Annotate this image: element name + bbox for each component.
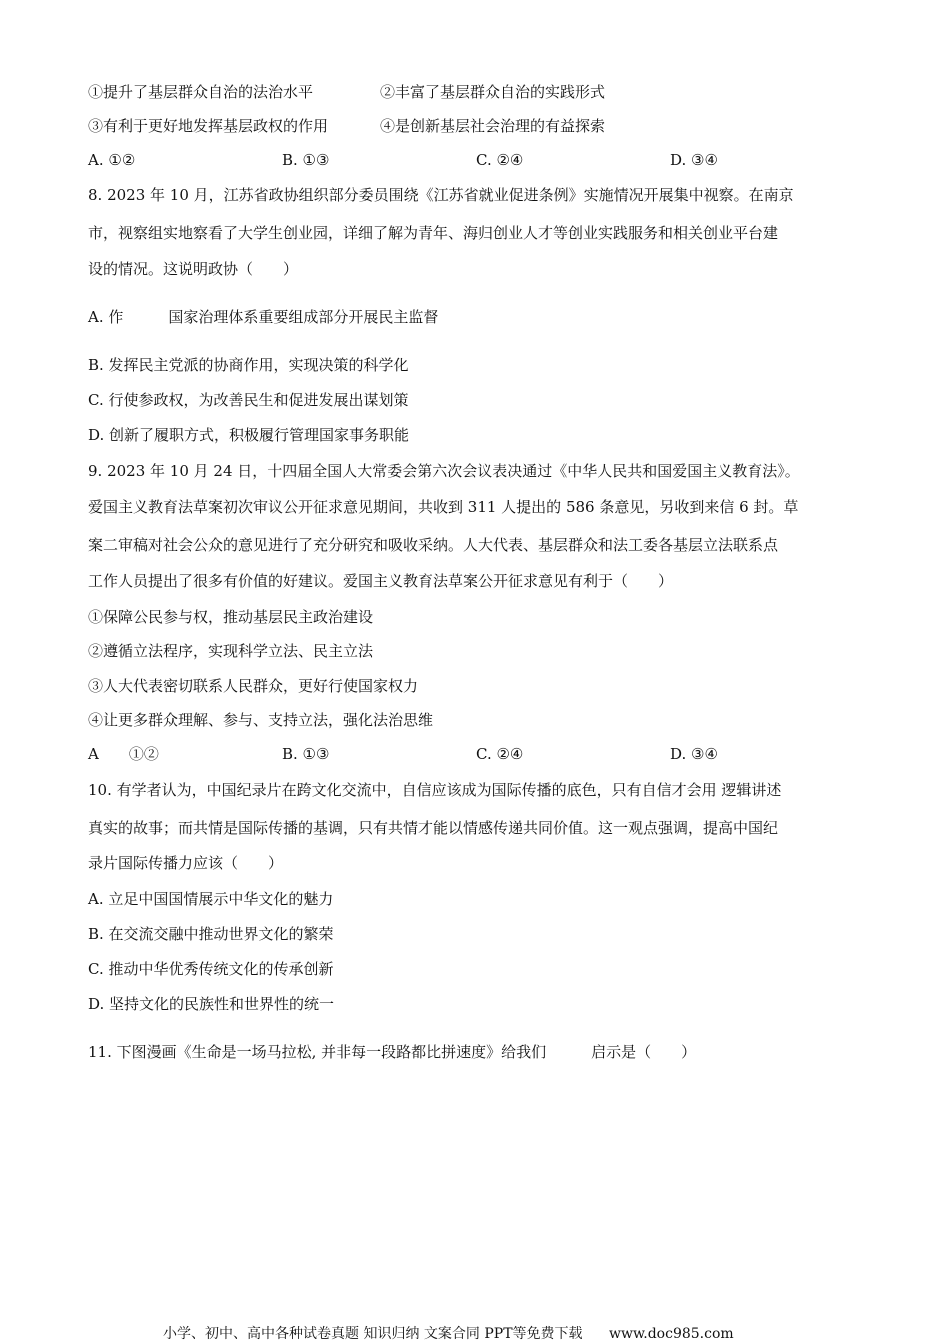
q7-statement-2: ②丰富了基层群众自治的实践形式 xyxy=(380,83,606,101)
q7-option-c: C. ②④ xyxy=(476,151,524,169)
footer-url[interactable]: www.doc985.com xyxy=(608,1326,734,1342)
q8-option-c: C. 行使参政权，为改善民生和促进发展出谋划策 xyxy=(88,391,409,409)
q7-option-a: A. ①② xyxy=(88,151,136,169)
q10-stem-line: 10. 有学者认为，中国纪录片在跨文化交流中，自信应该成为国际传播的底色，只有自信才会用 逻辑讲述 xyxy=(88,781,782,799)
q9-option-b: B. ①③ xyxy=(282,745,330,763)
q10-stem-line: 录片国际传播力应该（ ） xyxy=(88,854,284,872)
q9-stem-line: 案二审稿对社会公众的意见进行了充分研究和吸收采纳。人大代表、基层群众和法工委各基层立法联系点 xyxy=(88,536,779,554)
q9-statement: ④让更多群众理解、参与、支持立法，强化法治思维 xyxy=(88,711,434,729)
q9-statement: ②遵循立法程序，实现科学立法、民主立法 xyxy=(88,642,374,660)
q9-stem-line: 9. 2023 年 10 月 24 日，十四届全国人大常委会第六次会议表决通过《中华人民共和国爱国主义教育法》。 xyxy=(88,462,800,480)
q9-statement: ③人大代表密切联系人民群众，更好行使国家权力 xyxy=(88,677,419,695)
q10-option-b: B. 在交流交融中推动世界文化的繁荣 xyxy=(88,925,334,943)
page-footer xyxy=(163,1323,734,1343)
q7-statement-4: ④是创新基层社会治理的有益探索 xyxy=(380,117,606,135)
q9-stem-line: 爱国主义教育法草案初次审议公开征求意见期间，共收到 311 人提出的 586 条意见，另收到来信 6 封。草 xyxy=(88,498,799,516)
q8-option-a: A. 作 国家治理体系重要组成部分开展民主监督 xyxy=(88,308,439,326)
q7-option-b: B. ①③ xyxy=(282,151,330,169)
q8-stem-line: 市，视察组实地察看了大学生创业园，详细了解为青年、海归创业人才等创业实践服务和相关创业平台建 xyxy=(88,224,779,242)
q8-option-b: B. 发挥民主党派的协商作用，实现决策的科学化 xyxy=(88,356,409,374)
q10-option-c: C. 推动中华优秀传统文化的传承创新 xyxy=(88,960,334,978)
q7-statement-3: ③有利于更好地发挥基层政权的作用 xyxy=(88,117,329,135)
q7-option-d: D. ③④ xyxy=(670,151,718,169)
q8-option-d: D. 创新了履职方式，积极履行管理国家事务职能 xyxy=(88,426,410,444)
q7-statement-1: ①提升了基层群众自治的法治水平 xyxy=(88,83,314,101)
q10-stem-line: 真实的故事；而共情是国际传播的基调，只有共情才能以情感传递共同价值。这一观点强调，提高中国纪 xyxy=(88,819,779,837)
q9-option-a: A ①② xyxy=(88,745,159,763)
q10-option-d: D. 坚持文化的民族性和世界性的统一 xyxy=(88,995,335,1013)
q8-stem-line: 设的情况。这说明政协（ ） xyxy=(88,260,299,278)
q11-stem-line: 11. 下图漫画《生命是一场马拉松, 并非每一段路都比拼速度》给我们 启示是（ ） xyxy=(88,1043,697,1061)
q9-stem-line: 工作人员提出了很多有价值的好建议。爱国主义教育法草案公开征求意见有利于（ ） xyxy=(88,572,674,590)
q10-option-a: A. 立足中国国情展示中华文化的魅力 xyxy=(88,890,334,908)
q9-statement: ①保障公民参与权，推动基层民主政治建设 xyxy=(88,608,374,626)
footer-text: 小学、初中、高中各种试卷真题 知识归纳 文案合同 PPT等免费下载 xyxy=(163,1326,583,1342)
q8-stem-line: 8. 2023 年 10 月，江苏省政协组织部分委员围绕《江苏省就业促进条例》实施情况开展集中视察。在南京 xyxy=(88,186,794,204)
q9-option-d: D. ③④ xyxy=(670,745,718,763)
q9-option-c: C. ②④ xyxy=(476,745,524,763)
